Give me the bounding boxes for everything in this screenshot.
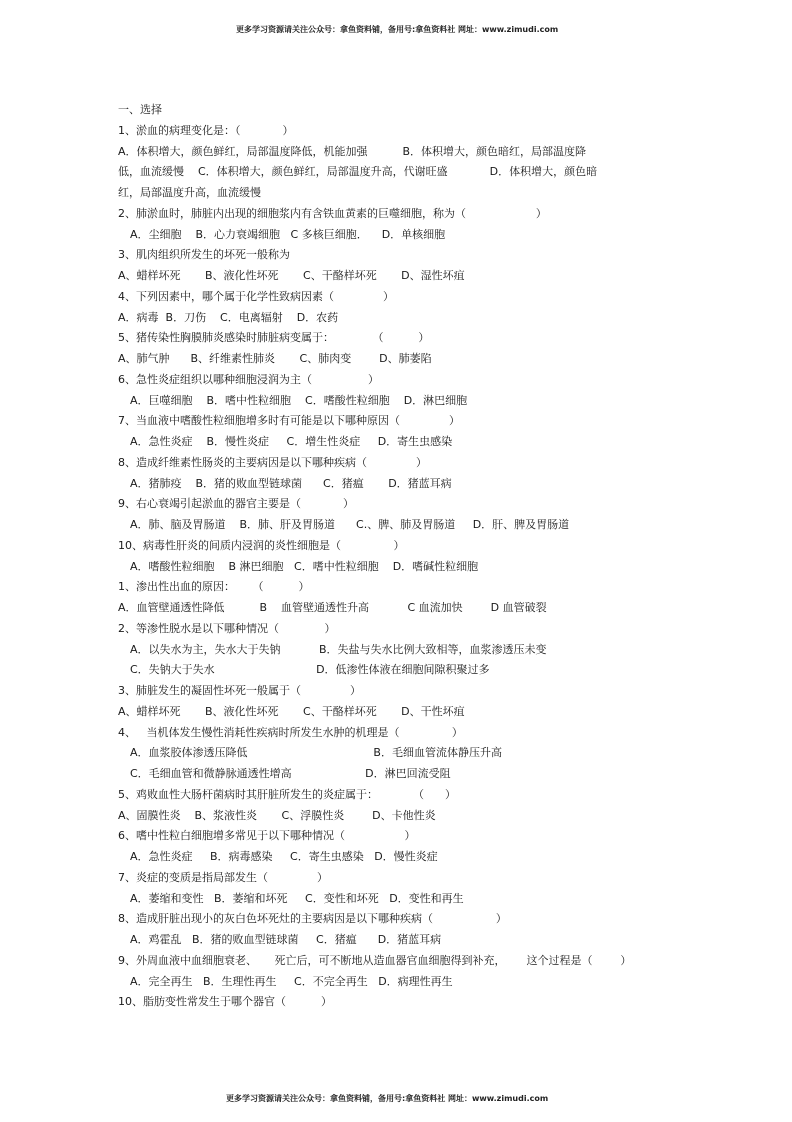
question-line: 3、肌肉组织所发生的坏死一般称为 xyxy=(118,248,290,262)
option-line: A．猪肺疫 B．猪的败血型链球菌 C．猪瘟 D．猪蓝耳病 xyxy=(130,476,452,490)
option-line: A．急性炎症 B．病毒感染 C．寄生虫感染 D．慢性炎症 xyxy=(130,850,438,863)
question-line: 5、鸡败血性大肠杆菌病时其肝脏所发生的炎症属于： （ ） xyxy=(118,787,456,801)
question-line: 8、造成肝脏出现小的灰白色坏死灶的主要病因是以下哪种疾病（ ） xyxy=(118,912,507,926)
question-line: 1、渗出性出血的原因： （ ） xyxy=(118,580,310,594)
option-line: A．萎缩和变性 B．萎缩和坏死 C．变性和坏死 D．变性和再生 xyxy=(130,891,464,905)
option-line: A．完全再生 B．生理性再生 C．不完全再生 D．病理性再生 xyxy=(130,974,453,988)
question-line: 8、造成纤维素性肠炎的主要病因是以下哪种疾病（ ） xyxy=(118,455,427,469)
option-line: A．血管壁通透性降低 B 血管壁通透性升高 C 血流加快 D 血管破裂 xyxy=(118,601,547,614)
option-line: A．巨噬细胞 B．嗜中性粒细胞 C．嗜酸性粒细胞 D．淋巴细胞 xyxy=(130,393,468,407)
option-line: C．失钠大于失水 D．低渗性体液在细胞间隙积聚过多 xyxy=(130,663,490,677)
option-line: A．嗜酸性粒细胞 B 淋巴细胞 C．嗜中性粒细胞 D．嗜碱性粒细胞 xyxy=(130,559,479,573)
option-line: A．病毒 B．刀伤 C．电离辐射 D．农药 xyxy=(118,310,339,324)
question-line: 1、淤血的病理变化是：（ ） xyxy=(118,123,294,137)
question-line: 2、等渗性脱水是以下哪种情况（ ） xyxy=(118,621,336,635)
option-line: A、固膜性炎 B、浆液性炎 C、浮膜性炎 D、卡他性炎 xyxy=(118,808,436,822)
option-line: A．急性炎症 B．慢性炎症 C．增生性炎症 D．寄生虫感染 xyxy=(130,435,453,448)
question-line: 6、嗜中性粒白细胞增多常见于以下哪种情况（ ） xyxy=(118,829,416,843)
option-line: A．肺、脑及胃肠道 B．肺、肝及胃肠道 C.、脾、肺及胃肠道 D．肝、脾及胃肠道 xyxy=(130,518,570,531)
option-line: A．体积增大，颜色鲜红，局部温度降低，机能加强 B．体积增大，颜色暗红，局部温度降 xyxy=(118,144,587,158)
question-line: 10、脂肪变性常发生于哪个器官（ ） xyxy=(118,995,332,1009)
question-line: 9、右心衰竭引起淤血的器官主要是（ ） xyxy=(118,497,354,511)
option-line: 低，血流缓慢 C．体积增大，颜色鲜红，局部温度升高，代谢旺盛 D．体积增大，颜色暗 xyxy=(118,165,598,179)
question-line: 4、 当机体发生慢性消耗性疾病时所发生水肿的机理是（ ） xyxy=(118,725,463,739)
question-line: 7、炎症的变质是指局部发生（ ） xyxy=(118,870,328,884)
question-line: 4、下列因素中，哪个属于化学性致病因素（ ） xyxy=(118,289,394,303)
option-line: A、蜡样坏死 B、液化性坏死 C、干酪样坏死 D、湿性坏疽 xyxy=(118,269,465,282)
question-line: 10、病毒性肝炎的间质内浸润的炎性细胞是（ ） xyxy=(118,538,405,552)
question-line: 5、猪传染性胸膜肺炎感染时肺脏病变属于： （ ） xyxy=(118,331,430,345)
option-line: A、肺气肿 B、纤维素性肺炎 C、肺肉变 D、肺萎陷 xyxy=(118,352,432,365)
option-line: A．血浆胶体渗透压降低 B．毛细血管流体静压升高 xyxy=(130,746,502,760)
option-line: A、蜡样坏死 B、液化性坏死 C、干酪样坏死 D、干性坏疽 xyxy=(118,704,465,718)
question-line: 9、外周血液中血细胞衰老、 死亡后，可不断地从造血器官血细胞得到补充， 这个过程是（ ） xyxy=(118,953,632,967)
question-line: 2、肺淤血时，肺脏内出现的细胞浆内有含铁血黄素的巨噬细胞，称为（ ） xyxy=(118,206,547,220)
option-line: 红，局部温度升高，血流缓慢 xyxy=(118,186,261,199)
page-footer: 更多学习资源请关注公众号：拿鱼资料铺，备用号:拿鱼资料社 网址：www.zimudi.com xyxy=(226,1094,549,1103)
document-body xyxy=(118,100,678,1013)
option-line: A．尘细胞 B．心力衰竭细胞 C 多核巨细胞． D．单核细胞 xyxy=(130,227,446,241)
question-line: 3、肺脏发生的凝固性坏死一般属于（ ） xyxy=(118,684,361,697)
section-title: 一、选择 xyxy=(118,103,162,116)
option-line: A．以失水为主，失水大于失钠 B．失盐与失水比例大致相等，血浆渗透压未变 xyxy=(130,642,547,656)
option-line: C．毛细血管和微静脉通透性增高 D．淋巴回流受阻 xyxy=(130,767,451,780)
page-header: 更多学习资源请关注公众号：拿鱼资料铺，备用号:拿鱼资料社 网址：www.zimudi.com xyxy=(236,25,559,34)
question-line: 6、急性炎症组织以哪种细胞浸润为主（ ） xyxy=(118,372,379,386)
question-line: 7、当血液中嗜酸性粒细胞增多时有可能是以下哪种原因（ ） xyxy=(118,414,460,428)
option-line: A．鸡霍乱 B．猪的败血型链球菌 C．猪瘟 D．猪蓝耳病 xyxy=(130,933,442,946)
